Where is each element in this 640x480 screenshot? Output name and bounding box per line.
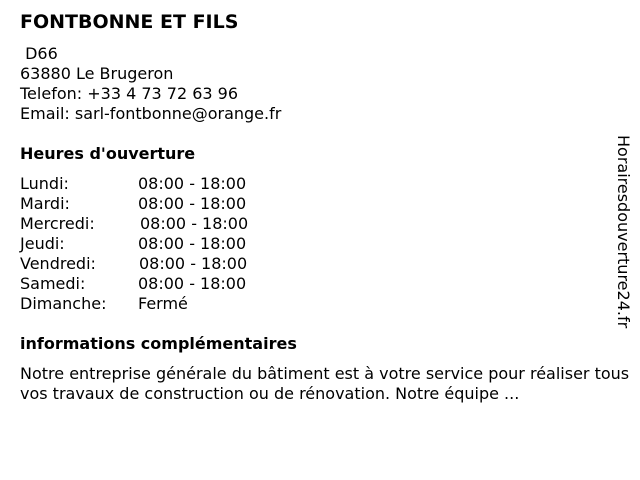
day-label: Lundi: (20, 174, 69, 193)
site-brand-vertical: Horairesdouverture24.fr (614, 135, 633, 329)
opening-hours-table (20, 174, 280, 314)
day-label: Jeudi: (20, 234, 65, 253)
time-value: 08:00 - 18:00 (138, 174, 247, 193)
day-label: Dimanche: (20, 294, 107, 313)
day-label: Vendredi: (20, 254, 96, 273)
address-city: 63880 Le Brugeron (20, 64, 174, 83)
address-street: D66 (20, 44, 58, 63)
time-value: 08:00 - 18:00 (140, 214, 249, 233)
additional-info-text: Notre entreprise générale du bâtiment est à votre service pour réaliser tous vos travaux de construction ou de rénovation. Notre équipe ... (20, 364, 630, 403)
address-block (20, 44, 281, 124)
time-value: 08:00 - 18:00 (138, 234, 247, 253)
company-name: FONTBONNE ET FILS (20, 11, 239, 33)
address-email: Email: sarl-fontbonne@orange.fr (20, 104, 282, 123)
day-label: Mercredi: (20, 214, 95, 233)
address-phone: Telefon: +33 4 73 72 63 96 (20, 84, 239, 103)
hours-row-friday (20, 254, 280, 274)
additional-info-heading: informations complémentaires (20, 334, 297, 353)
hours-row-sunday (20, 294, 280, 314)
day-label: Mardi: (20, 194, 70, 213)
hours-row-tuesday (20, 194, 280, 214)
hours-row-wednesday (20, 214, 280, 234)
hours-row-saturday (20, 274, 280, 294)
hours-row-thursday (20, 234, 280, 254)
opening-hours-heading: Heures d'ouverture (20, 144, 196, 163)
time-value: 08:00 - 18:00 (138, 274, 247, 293)
day-label: Samedi: (20, 274, 86, 293)
time-value: 08:00 - 18:00 (138, 194, 247, 213)
time-value: Fermé (138, 294, 188, 313)
time-value: 08:00 - 18:00 (139, 254, 248, 273)
hours-row-monday (20, 174, 280, 194)
